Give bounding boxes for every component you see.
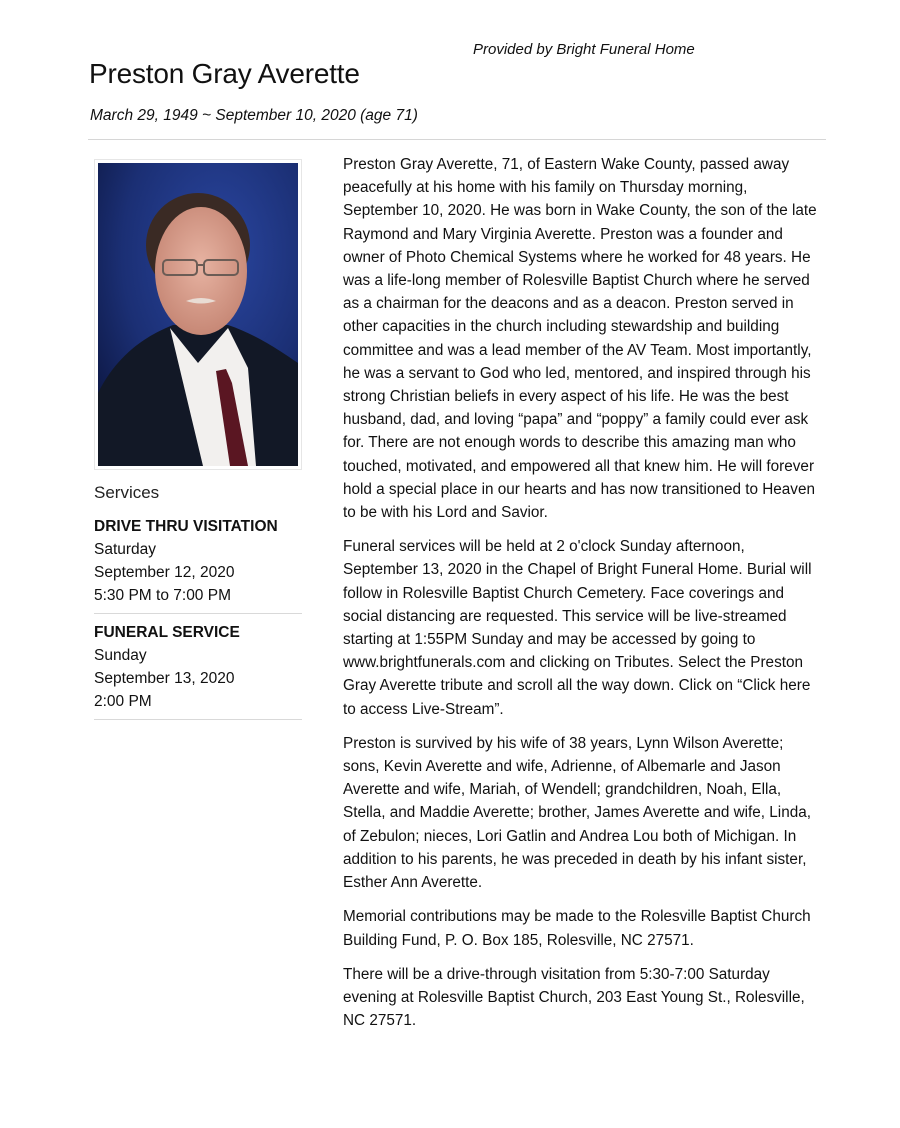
photo-face [155,207,247,335]
obituary-paragraph: Preston Gray Averette, 71, of Eastern Wake County, passed away peacefully at his home with his family on Thursday morning, September 10, 2020. He was born in Wake County, the son of the late Raymond and Mary Virginia Averette. Preston was a founder and owner of Photo Chemical Systems where he worked for 48 years. He was a life-long member of Rolesville Baptist Church where he served as a chairman for the deacons and as a deacon. Preston served in other capacities in the church including stewardship and building committee and was a lead member of the AV Team. Most importantly, he was a servant to God who led, mentored, and inspired through his strong Christian beliefs in every aspect of his life. He was the best husband, dad, and loving “papa” and “poppy” a family could ever ask for. There are not enough words to describe this amazing man who touched, motivated, and empowered all that knew him. He will forever hold a special place in our hearts and has now transitioned to Heaven to be with his Lord and Savior. [343,156,817,522]
life-dates: March 29, 1949 ~ September 10, 2020 (age 71) [90,107,418,124]
service-day: Saturday [94,541,157,558]
service-divider [94,719,302,720]
obituary-paragraph: Memorial contributions may be made to the Rolesville Baptist Church Building Fund, P. O. Box 185, Rolesville, NC 27571. [343,908,811,949]
header-divider [88,139,826,140]
service-time: 5:30 PM to 7:00 PM [94,587,231,604]
obituary-paragraph: Preston is survived by his wife of 38 years, Lynn Wilson Averette; sons, Kevin Averette and wife, Adrienne, of Albemarle and Jason Averette and wife, Mariah, of Wendell; grandchildren, Noah, Ella, Stella, and Maddie Averette; brother, James Averette and wife, Linda, of Zebulon; nieces, Lori Gatlin and Andrea Lou both of Michigan. In addition to his parents, he was preceded in death by his infant sister, Esther Ann Averette. [343,734,811,892]
provided-by: Provided by Bright Funeral Home [473,41,695,58]
service-divider [94,613,302,614]
deceased-name: Preston Gray Averette [89,58,360,89]
obituary-text [343,153,823,1043]
portrait-photo [98,163,298,466]
services-heading: Services [94,483,160,502]
service-date: September 13, 2020 [94,670,235,687]
obituary-paragraph: There will be a drive-through visitation from 5:30-7:00 Saturday evening at Rolesville Baptist Church, 203 East Young St., Rolesville, NC 27571. [343,965,805,1030]
service-item [94,621,302,720]
service-item [94,515,302,614]
service-name: DRIVE THRU VISITATION [94,518,278,535]
service-day: Sunday [94,647,147,664]
service-date: September 12, 2020 [94,564,235,581]
obituary-paragraph: Funeral services will be held at 2 o'clock Sunday afternoon, September 13, 2020 in the Chapel of Bright Funeral Home. Burial will follow in Rolesville Baptist Church Cemetery. Face coverings and social distancing are requested. This service will be live-streamed starting at 1:55PM Sunday and may be accessed by going to www.brightfunerals.com and clicking on Tributes. Select the Preston Gray Averette tribute and scroll all the way down. Click on “Click here to access Live-Stream”. [343,538,812,718]
portrait-photo-frame [94,159,302,470]
service-time: 2:00 PM [94,693,152,710]
service-name: FUNERAL SERVICE [94,624,240,641]
